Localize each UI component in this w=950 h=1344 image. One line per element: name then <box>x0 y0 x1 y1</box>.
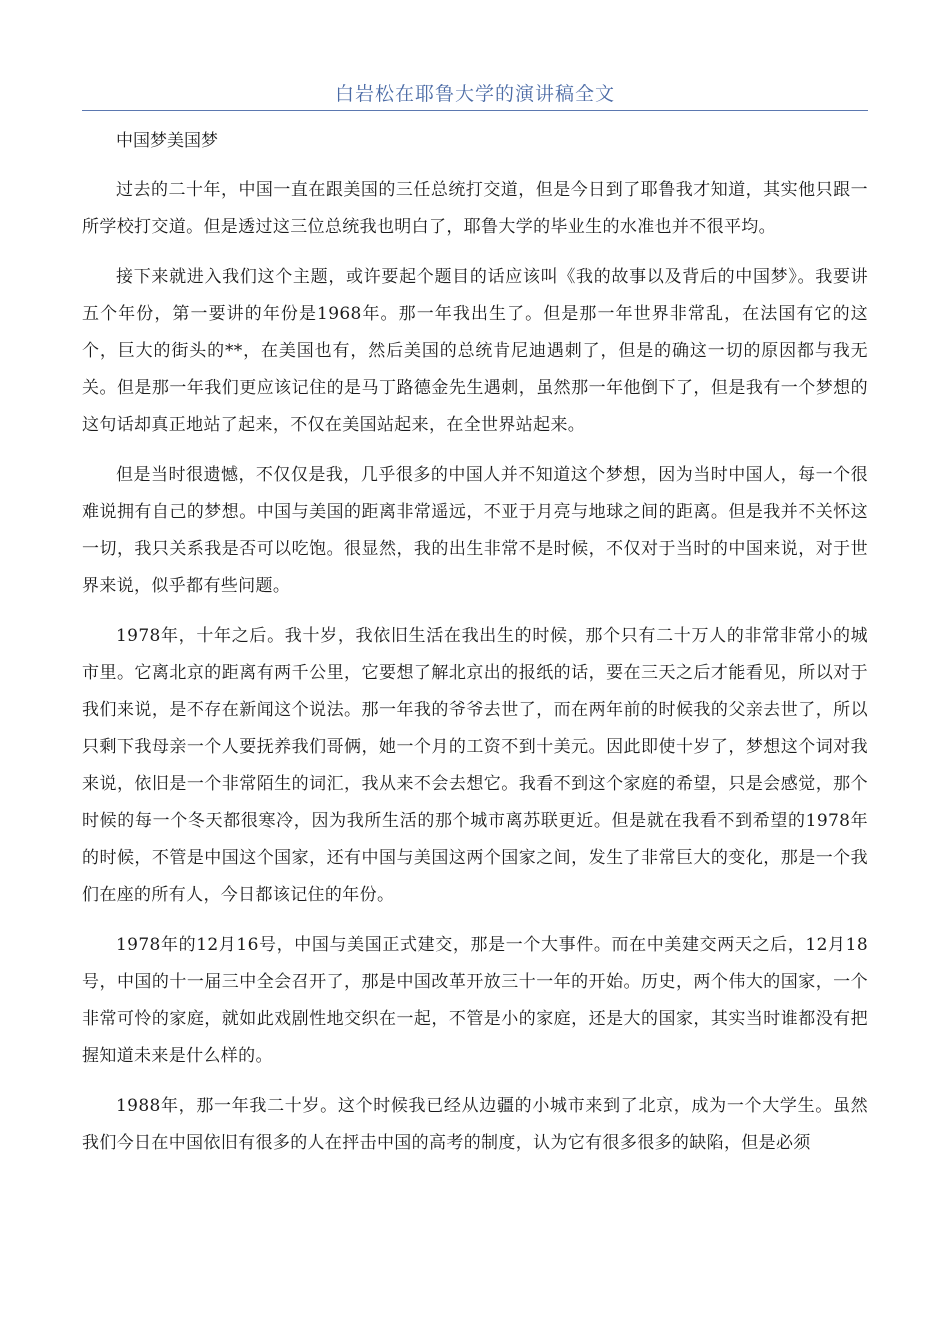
page-header <box>82 80 868 111</box>
paragraph: 1988年，那一年我二十岁。这个时候我已经从边疆的小城市来到了北京，成为一个大学生。虽然我们今日在中国依旧有很多的人在抨击中国的高考的制度，认为它有很多很多的缺陷，但是必须 <box>82 1096 868 1153</box>
speech-subtitle: 中国梦美国梦 <box>116 131 218 151</box>
document-body <box>82 126 868 1175</box>
paragraph: 1978年，十年之后。我十岁，我依旧生活在我出生的时候，那个只有二十万人的非常非常小的城市里。它离北京的距离有两千公里，它要想了解北京出的报纸的话，要在三天之后才能看见，所以对于我们来说，是不存在新闻这个说法。那一年我的爷爷去世了，而在两年前的时候我的父亲去世了，所以只剩下我母亲一个人要抚养我们哥俩，她一个月的工资不到十美元。因此即使十岁了，梦想这个词对我来说，依旧是一个非常陌生的词汇，我从来不会去想它。我看不到这个家庭的希望，只是会感觉，那个时候的每一个冬天都很寒冷，因为我所生活的那个城市离苏联更近。但是就在我看不到希望的1978年的时候，不管是中国这个国家，还有中国与美国这两个国家之间，发生了非常巨大的变化，那是一个我们在座的所有人，今日都该记住的年份。 <box>82 626 868 905</box>
paragraph: 1978年的12月16号，中国与美国正式建交，那是一个大事件。而在中美建交两天之后，12月18号，中国的十一届三中全会召开了，那是中国改革开放三十一年的开始。历史，两个伟大的国家，一个非常可怜的家庭，就如此戏剧性地交织在一起，不管是小的家庭，还是大的国家，其实当时谁都没有把握知道未来是什么样的。 <box>82 935 868 1066</box>
paragraph: 接下来就进入我们这个主题，或许要起个题目的话应该叫《我的故事以及背后的中国梦》。我要讲五个年份，第一要讲的年份是1968年。那一年我出生了。但是那一年世界非常乱，在法国有它的这个，巨大的街头的**，在美国也有，然后美国的总统肯尼迪遇刺了，但是的确这一切的原因都与我无关。但是那一年我们更应该记住的是马丁路德金先生遇刺，虽然那一年他倒下了，但是我有一个梦想的这句话却真正地站了起来，不仅在美国站起来，在全世界站起来。 <box>82 267 868 435</box>
paragraph: 过去的二十年，中国一直在跟美国的三任总统打交道，但是今日到了耶鲁我才知道，其实他只跟一所学校打交道。但是透过这三位总统我也明白了，耶鲁大学的毕业生的水准也并不很平均。 <box>82 180 868 237</box>
document-title: 白岩松在耶鲁大学的演讲稿全文 <box>334 83 615 105</box>
paragraph: 但是当时很遗憾，不仅仅是我，几乎很多的中国人并不知道这个梦想，因为当时中国人，每一个很难说拥有自己的梦想。中国与美国的距离非常遥远，不亚于月亮与地球之间的距离。但是我并不关怀这一切，我只关系我是否可以吃饱。很显然，我的出生非常不是时候，不仅对于当时的中国来说，对于世界来说，似乎都有些问题。 <box>82 465 868 596</box>
